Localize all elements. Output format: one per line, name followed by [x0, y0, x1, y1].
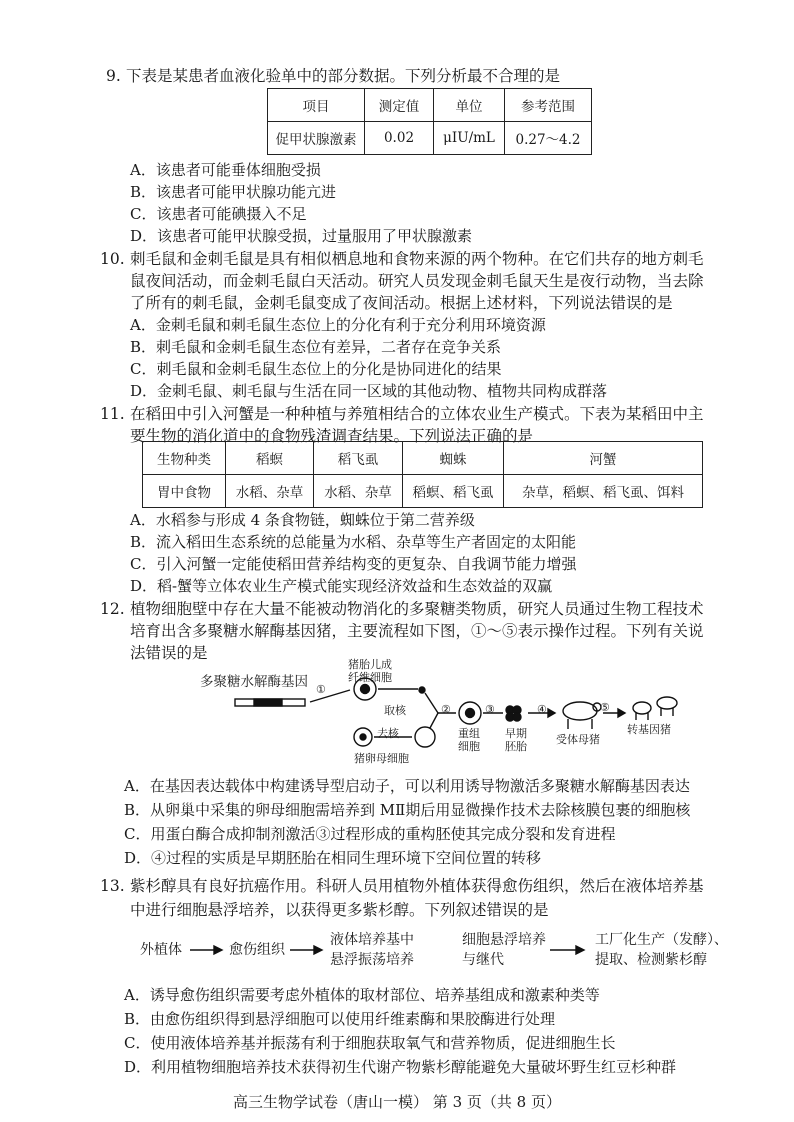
arrowhead: [548, 709, 555, 717]
q10-option-c: C．刺毛鼠和金刺毛鼠生态位上的分化是协同进化的结果: [130, 360, 502, 378]
table-cell: μIU/mL: [434, 122, 505, 155]
q12-option-d: D．④过程的实质是早期胚胎在相同生理环境下空间位置的转移: [124, 849, 542, 867]
q11-option-a: A．水稻参与形成 4 条食物链，蜘蛛位于第二营养级: [130, 511, 475, 529]
fetal-cell-label: 纤维细胞: [348, 671, 392, 684]
table-header-cell: 河蟹: [504, 442, 703, 475]
q10-option-b: B．刺毛鼠和金刺毛鼠生态位有差异，二者存在竞争关系: [130, 338, 502, 356]
q11-option-b: B．流入稻田生态系统的总能量为水稻、杂草等生产者固定的太阳能: [130, 533, 577, 551]
q12-number: 12.: [100, 600, 125, 618]
table-header-cell: 蜘蛛: [403, 442, 504, 475]
page-footer: 高三生物学试卷（唐山一模） 第 3 页（共 8 页）: [233, 1093, 561, 1111]
remove-nucleus-label: 去核: [377, 727, 399, 740]
table-cell: 0.02: [365, 122, 434, 155]
nucleus-icon: [361, 685, 370, 694]
q13-number: 13.: [100, 877, 125, 895]
q13-stem-line: 紫杉醇具有良好抗癌作用。科研人员用植物外植体获得愈伤组织，然后在液体培养基: [130, 877, 704, 895]
flow-step: 愈伤组织: [229, 942, 285, 958]
embryo-label: 早期: [505, 727, 527, 740]
q11-option-c: C．引入河蟹一定能使稻田营养结构变的更复杂、自我调节能力增强: [130, 555, 577, 573]
table-cell: 水稻、杂草: [314, 475, 403, 508]
table-row: [268, 122, 592, 155]
nucleus-icon: [360, 734, 366, 740]
gene-bar-icon: [235, 699, 305, 706]
step-label: ①: [316, 683, 326, 696]
oocyte-icon: [354, 728, 372, 746]
table-row: [143, 475, 703, 508]
q12-option-b: B．从卵巢中采集的卵母细胞需培养到 MⅡ期后用显微操作技术去除核膜包裹的细胞核: [124, 801, 691, 819]
q11-option-d: D．稻-蟹等立体农业生产模式能实现经济效益和生态效益的双赢: [130, 577, 553, 595]
flow-step: 悬浮振荡培养: [330, 952, 414, 968]
q10-number: 10.: [100, 250, 125, 268]
q13-option-a: A．诱导愈伤组织需要考虑外植体的取材部位、培养基组成和激素种类等: [124, 986, 600, 1004]
recon-cell-label: 细胞: [458, 740, 480, 753]
reconstructed-cell-icon: [459, 702, 481, 724]
table-header-cell: 稻飞虱: [314, 442, 403, 475]
flow-step: 提取、检测紫杉醇: [595, 952, 707, 968]
flow-step: 细胞悬浮培养: [462, 932, 546, 948]
q10-option-d: D．金刺毛鼠、刺毛鼠与生活在同一区域的其他动物、植物共同构成群落: [130, 382, 608, 400]
embryo-label: 胚胎: [505, 740, 527, 753]
table-header-cell: 稻螟: [226, 442, 314, 475]
q12-stem-line: 培育出含多聚糖水解酶基因猪，主要流程如下图，①～⑤表示操作过程。下列有关说: [130, 622, 704, 640]
q9-option-d: D．该患者可能甲状腺受损，过量服用了甲状腺激素: [130, 227, 473, 245]
enucleated-oocyte-icon: [415, 727, 435, 747]
q9-table: [267, 88, 592, 155]
table-cell: 促甲状腺激素: [268, 122, 365, 155]
table-header-cell: 生物种类: [143, 442, 226, 475]
table-cell: 杂草，稻螟、稻飞虱、饵料: [504, 475, 703, 508]
table-cell: 胃中食物: [143, 475, 226, 508]
arrow-line: [425, 693, 438, 713]
q11-stem-line: 在稻田中引入河蟹是一种种植与养殖相结合的立体农业生产模式。下表为某稻田中主: [130, 405, 704, 423]
take-nucleus-label: 取核: [384, 704, 406, 717]
q11-table: [142, 441, 703, 508]
oocyte-label: 猪卵母细胞: [354, 752, 409, 765]
embryo-cell-icon: [513, 713, 521, 721]
gene-label: 多聚糖水解酶基因: [200, 674, 308, 690]
embryo-cell-icon: [506, 713, 514, 721]
q9-option-c: C．该患者可能碘摄入不足: [130, 205, 307, 223]
step-label: ③: [485, 703, 495, 716]
table-cell: 稻螟、稻飞虱: [403, 475, 504, 508]
q12-stem-line: 法错误的是: [130, 644, 208, 662]
table-header-cell: 单位: [434, 89, 505, 122]
q13-option-b: B．由愈伤组织得到悬浮细胞可以使用纤维素酶和果胶酶进行处理: [124, 1010, 556, 1028]
recon-cell-label: 重组: [458, 727, 480, 740]
sow-icon: [563, 702, 597, 720]
q10-option-a: A．金刺毛鼠和刺毛鼠生态位上的分化有利于充分利用环境资源: [130, 316, 546, 334]
nucleus-dot-icon: [419, 687, 425, 693]
arrow-line: [430, 713, 438, 728]
fetal-cell-label: 猪胎儿成: [348, 658, 392, 671]
pig-icon: [657, 697, 677, 709]
q9-number: 9.: [106, 67, 121, 85]
gene-segment-icon: [254, 699, 282, 706]
q10-stem-line: 鼠夜间活动，而金刺毛鼠白天活动。研究人员发现金刺毛鼠天生是夜行动物，当去除: [130, 272, 704, 290]
q12-stem-line: 植物细胞壁中存在大量不能被动物消化的多聚糖类物质，研究人员通过生物工程技术: [130, 600, 704, 618]
arrowhead: [618, 709, 625, 717]
table-cell: 水稻、杂草: [226, 475, 314, 508]
step-label: ②: [441, 703, 451, 716]
table-header-cell: 项目: [268, 89, 365, 122]
step-label: ⑤: [600, 701, 610, 714]
q12-option-c: C．用蛋白酶合成抑制剂激活③过程形成的重构胚使其完成分裂和发育进程: [124, 825, 616, 843]
head: [593, 703, 601, 711]
table-header-cell: 测定值: [365, 89, 434, 122]
fetal-cell-icon: [354, 678, 376, 700]
embryo-cell-icon: [506, 706, 514, 714]
recipient-label: 受体母猪: [556, 733, 600, 746]
table-row: [268, 89, 592, 122]
table-cell: 0.27～4.2: [505, 122, 592, 155]
q11-number: 11.: [100, 405, 125, 423]
q9-option-a: A．该患者可能垂体细胞受损: [130, 161, 321, 179]
arrow-line: [310, 690, 350, 702]
q12-option-a: A．在基因表达载体中构建诱导型启动子，可以利用诱导物激活多聚糖水解酶基因表达: [124, 777, 690, 795]
flow-step: 工厂化生产（发酵）、: [595, 932, 728, 948]
table-row: [143, 442, 703, 475]
flow-step: 液体培养基中: [330, 932, 414, 948]
q9-option-b: B．该患者可能甲状腺功能亢进: [130, 183, 337, 201]
q10-stem-line: 了所有的刺毛鼠，金刺毛鼠变成了夜间活动。根据上述材料，下列说法错误的是: [130, 294, 673, 312]
transgenic-label: 转基因猪: [627, 723, 671, 736]
flow-step: 与继代: [462, 952, 504, 968]
nucleus-icon: [466, 709, 475, 718]
q13-stem-line: 中进行细胞悬浮培养，以获得更多紫杉醇。下列叙述错误的是: [130, 901, 549, 919]
q11-stem-line: 要生物的消化道中的食物残渣调查结果。下列说法正确的是: [130, 427, 534, 445]
q13-option-c: C．使用液体培养基并振荡有利于细胞获取氧气和营养物质，促进细胞生长: [124, 1034, 616, 1052]
q9-stem: 下表是某患者血液化验单中的部分数据。下列分析最不合理的是: [126, 67, 561, 85]
table-header-cell: 参考范围: [505, 89, 592, 122]
flow-step: 外植体: [140, 942, 182, 958]
embryo-cell-icon: [513, 706, 521, 714]
step-label: ④: [537, 703, 547, 716]
pig-icon: [633, 702, 651, 714]
q10-stem-line: 刺毛鼠和金刺毛鼠是具有相似栖息地和食物来源的两个物种。在它们共存的地方刺毛: [130, 250, 704, 268]
q13-option-d: D．利用植物细胞培养技术获得初生代谢产物紫杉醇能避免大量破坏野生红豆杉种群: [124, 1058, 677, 1076]
